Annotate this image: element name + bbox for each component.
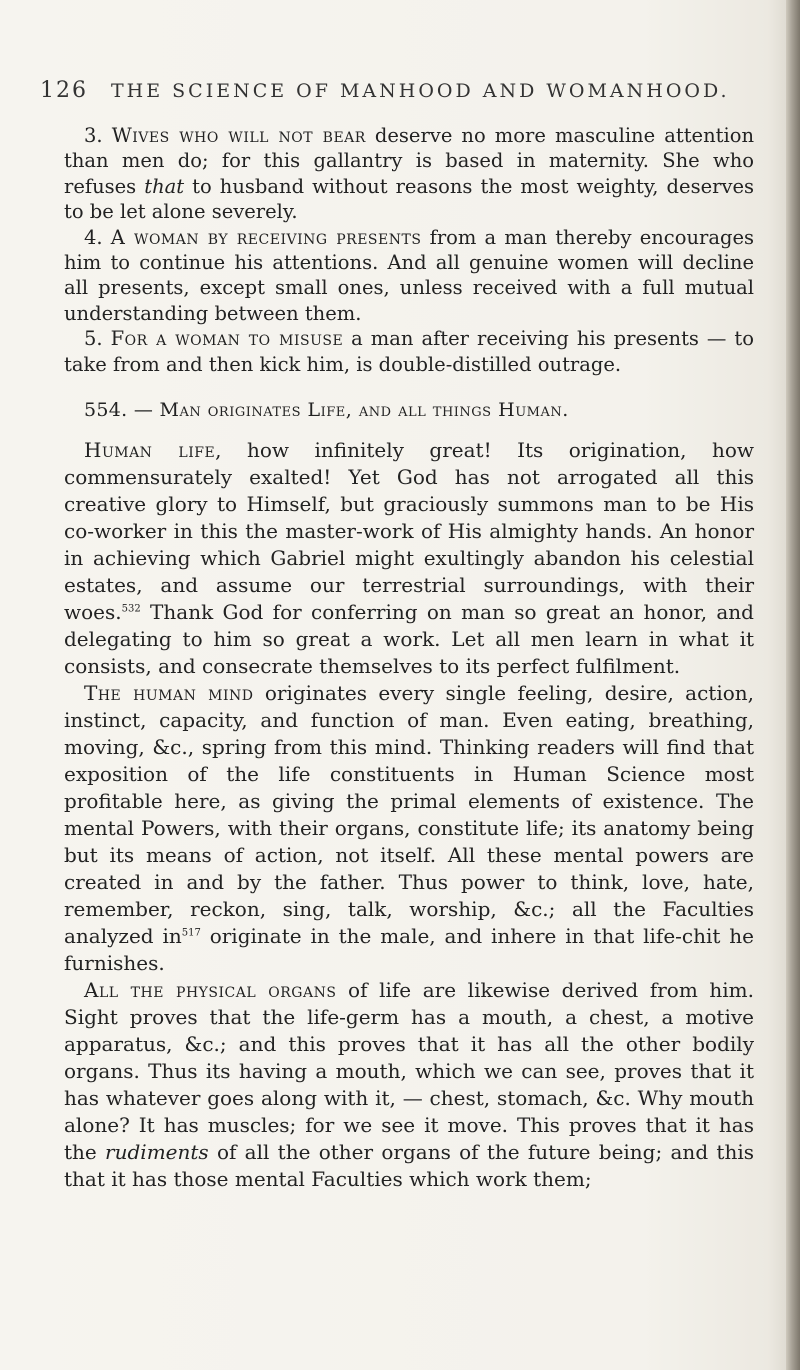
paragraph-lead: The human mind [84, 681, 254, 706]
footnote-ref: 532 [121, 603, 141, 615]
section-number: 554. — [84, 399, 154, 422]
paragraph-text: originates every single feeling, desire, action, instinct, capacity, and function of man. Even eating, breathing, moving, &c., spring from this mind. Thinking readers will find that exposition of the life constituents in Human Science most profitable here, as giving the primal elements of existence. The mental Powers, with their organs, constitute life; its anatomy being but its means of action, not itself. All these mental powers are created in and by the father. Thus power to think, love, hate, remember, reckon, sing, talk, worship, &c.; all the Faculties analyzed in [64, 681, 754, 949]
paragraph-5 [64, 326, 754, 377]
emphasis: that [144, 174, 185, 198]
paragraph-lead: A woman by receiving presents [110, 225, 422, 249]
page-body [64, 123, 754, 1193]
paragraph-4 [64, 225, 754, 327]
paragraph-human-life [64, 437, 754, 680]
paragraph-text: of life are likewise derived from him. Sight proves that the life-germ has a mouth, a chest, a motive apparatus, &c.; and this proves that it has all the other bodily organs. Thus its having a mouth, which we can see, proves that it has whatever goes along with it, — chest, stomach, &c. Why mouth alone? It has muscles; for we see it move. This proves that it has the [64, 978, 754, 1165]
section-title: Man originates Life, and all things Human. [159, 399, 569, 422]
paragraph-text: originate in the male, and inhere in that life-chit he furnishes. [64, 924, 755, 976]
running-header [40, 78, 740, 103]
running-title: THE SCIENCE OF MANHOOD AND WOMANHOOD. [111, 80, 730, 102]
paragraph-number: 4. [84, 225, 103, 249]
page-number: 126 [40, 78, 88, 103]
footnote-ref: 517 [181, 927, 201, 939]
paragraph-human-mind [64, 680, 754, 977]
paragraph-text: a man after receiving his presents — to take from and then kick him, is double-distilled outrage. [64, 327, 754, 376]
paragraph-text: to husband without reasons the most weighty, deserves to be let alone severely. [64, 174, 755, 224]
paragraph-text: of all the other organs of the future being; and this that it has those mental Faculties which work them; [64, 1140, 754, 1192]
paragraph-text: Thank God for conferring on man so great an honor, and delegating to him so great a work. Let all men learn in what it consists, and consecrate themselves to its perfect fulfilment. [64, 600, 754, 679]
paragraph-3 [64, 123, 754, 225]
paragraph-text: deserve no more masculine attention than men do; for this gallantry is based in maternity. She who refuses [64, 124, 755, 198]
page-edge [786, 0, 800, 1370]
emphasis: rudiments [105, 1140, 209, 1165]
section-body [64, 437, 754, 1193]
paragraph-lead: Wives who will not bear [111, 124, 366, 147]
paragraph-text: , how infinitely great! Its origination, how commensurately exalted! Yet God has not arrogated all this creative glory to Himself, but graciously summons man to be His co-worker in this the master-work of His almighty hands. An honor in achieving which Gabriel might exultingly abandon his celestial estates, and assume our terrestrial surroundings, with their woes. [64, 438, 754, 625]
paragraph-lead: For a woman to misuse [110, 327, 344, 351]
paragraph-lead: All the physical organs [84, 978, 337, 1003]
paragraph-lead: Human life [84, 438, 216, 463]
section-heading [64, 397, 754, 423]
paragraph-text: from a man thereby encourages him to continue his attentions. And all genuine women will decline all presents, except small ones, unless received with a full mutual understanding between them. [64, 225, 754, 325]
paragraph-physical-organs [64, 977, 754, 1193]
paragraph-number: 3. [84, 124, 103, 147]
paragraph-number: 5. [84, 327, 103, 351]
